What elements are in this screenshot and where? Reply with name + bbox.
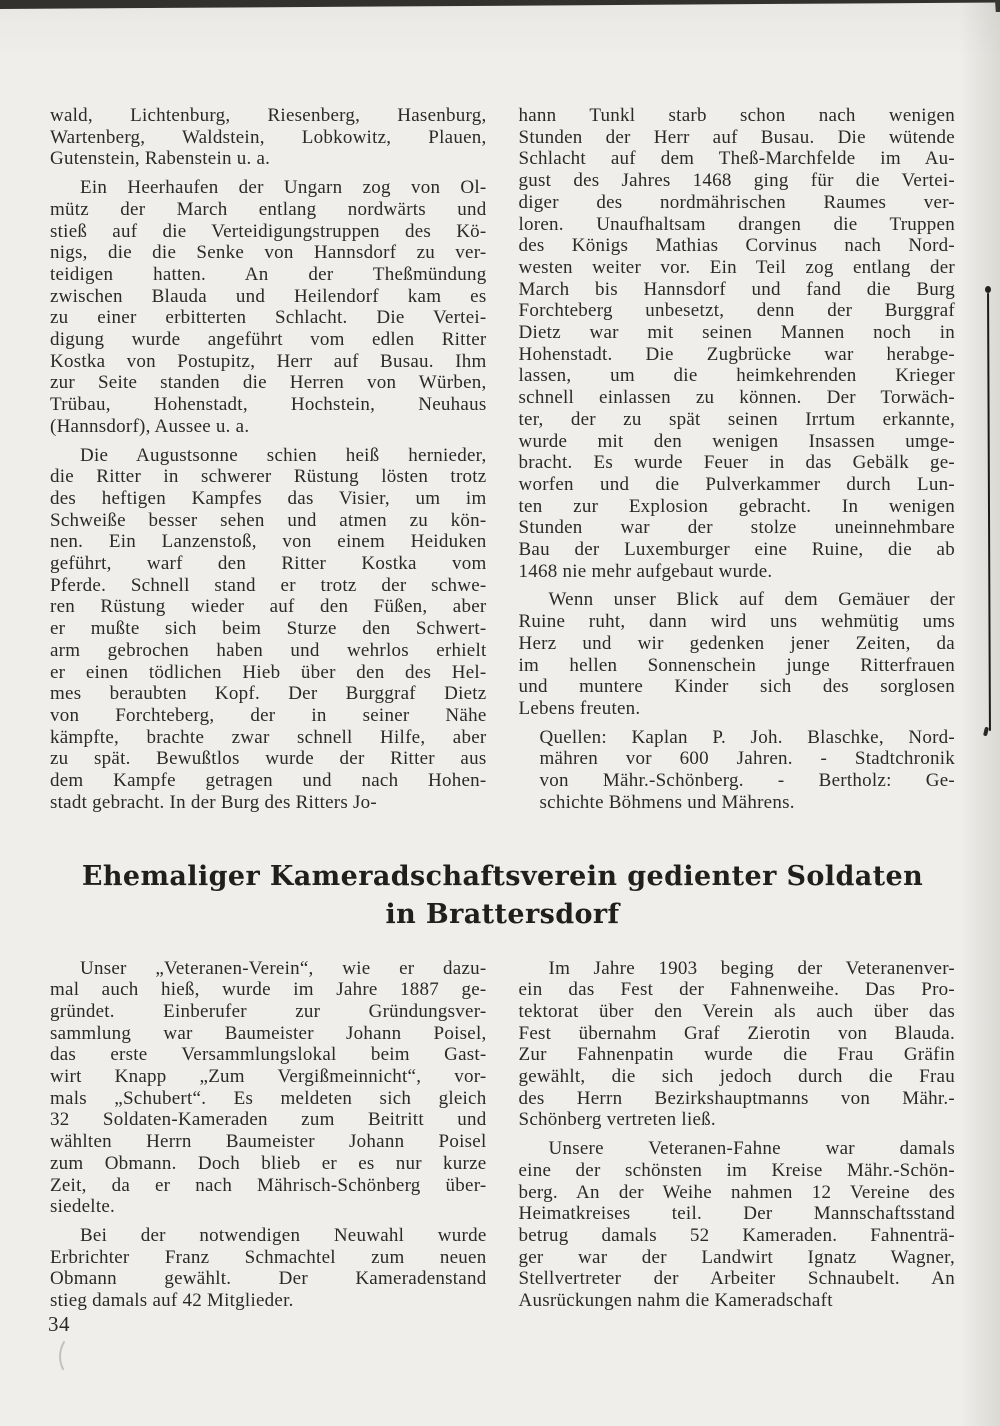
text-line: ren Rüstung wieder auf den Füßen, aber	[50, 596, 487, 618]
text-line: stieß auf die Verteidigungstruppen des Kö-	[50, 220, 487, 242]
text-line: Ausrückungen nahm die Kameradschaft	[518, 1290, 833, 1312]
article-title-line1: Ehemaliger Kameradschaftsverein gedienter Soldaten	[81, 860, 924, 892]
text-line: teidigen hatten. An der Theßmündung	[50, 263, 487, 285]
text-line: stieg damals auf 42 Mitglieder.	[50, 1290, 294, 1312]
text-line: zur Seite standen die Herren von Würben,	[50, 372, 487, 394]
text-line: Stunden der Herr auf Busau. Die wütende	[518, 126, 955, 148]
text-line: ter, der zu spät seinen Irrtum erkannte,	[518, 408, 955, 430]
paragraph	[519, 1138, 956, 1312]
text-line: zu spät. Bewußtlos wurde der Ritter aus	[50, 748, 487, 770]
text-line: worfen und die Pulverkammer durch Lun-	[518, 473, 955, 495]
text-line: berg. An der Weihe nahmen 12 Vereine des	[518, 1181, 955, 1203]
pencil-squiggle-mark	[55, 1340, 71, 1372]
text-line: ten zur Explosion gebracht. In wenigen	[518, 495, 955, 517]
text-line: ger war der Landwirt Ignatz Wagner,	[518, 1246, 955, 1268]
text-line: kämpfte, brachte zwar schnell Hilfe, aber	[50, 726, 487, 748]
paragraph	[50, 1225, 487, 1312]
left-column-bottom	[50, 958, 487, 1312]
text-line: ein das Fest der Fahnenweihe. Das Pro-	[518, 979, 955, 1001]
text-line: betrug damals 52 Kameraden. Fahnenträ-	[518, 1224, 955, 1246]
paragraph	[50, 958, 487, 1218]
paragraph	[540, 727, 956, 814]
text-line: Forchteberg unbesetzt, denn der Burggraf	[518, 300, 955, 322]
text-line: Stellvertreter der Arbeiter Schnaubelt. An	[518, 1268, 955, 1290]
text-line: nigs, die die Senke von Hannsdorf zu ver-	[50, 242, 487, 264]
paragraph	[50, 445, 487, 814]
text-line: wurde mit den wenigen Insassen umge-	[518, 430, 955, 452]
text-line: Schlacht auf dem Theß-Marchfelde im Au-	[518, 148, 955, 170]
text-line: Dietz war mit seinen Mannen noch in	[518, 322, 955, 344]
text-line: tektorat über den Verein als auch über das	[518, 1000, 955, 1022]
article-title-line2: in Brattersdorf	[385, 898, 620, 930]
text-line: Wenn unser Blick auf dem Gemäuer der	[548, 589, 955, 611]
text-line: siedelte.	[50, 1196, 116, 1218]
paragraph	[519, 105, 956, 582]
paragraph	[50, 105, 487, 170]
text-line: bracht. Es wurde Feuer in das Gebälk ge-	[518, 452, 955, 474]
text-line: wählten Herrn Baumeister Johann Poisel	[50, 1131, 487, 1153]
text-line: mals „Schubert“. Es meldeten sich gleich	[50, 1087, 487, 1109]
text-line: mal auch hieß, wurde im Jahre 1887 ge-	[50, 979, 487, 1001]
text-line: loren. Unaufhaltsam drangen die Truppen	[518, 213, 955, 235]
text-line: Stunden war der stolze uneinnehmbare	[518, 517, 955, 539]
text-line: des heftigen Kampfes das Visier, um im	[50, 487, 487, 509]
article-continuation-section	[50, 105, 955, 814]
text-line: gust des Jahres 1468 ging für die Vertei-	[518, 170, 955, 192]
text-line: sammlung war Baumeister Johann Poisel,	[50, 1022, 487, 1044]
text-line: stadt gebracht. In der Burg des Ritters Jo-	[50, 791, 377, 813]
text-line: im hellen Sonnenschein junge Ritterfrauen	[518, 654, 955, 676]
paragraph	[50, 177, 487, 437]
text-line: Bau der Luxemburger eine Ruine, die ab	[518, 539, 955, 561]
text-line: wirt Knapp „Zum Vergißmeinnicht“, vor-	[50, 1066, 487, 1088]
text-line: schichte Böhmens und Mährens.	[539, 791, 795, 813]
text-line: von Mähr.-Schönberg. - Bertholz: Ge-	[539, 770, 955, 792]
text-line: Zeit, da er nach Mährisch-Schönberg über-	[50, 1174, 487, 1196]
text-line: gewählt, die sich jedoch durch die Frau	[518, 1066, 955, 1088]
text-line: des Königs Mathias Corvinus nach Nord-	[518, 235, 955, 257]
text-line: dem Kampfe getragen und nach Hohen-	[50, 770, 487, 792]
text-line: geführt, warf den Ritter Kostka vom	[50, 553, 487, 575]
text-line: des Herrn Bezirkshauptmanns von Mähr.-	[518, 1087, 955, 1109]
text-line: Hohenstadt. Die Zugbrücke war herabge-	[518, 343, 955, 365]
text-line: Ein Heerhaufen der Ungarn zog von Ol-	[80, 177, 487, 199]
text-line: und muntere Kinder sich des sorglosen	[518, 676, 955, 698]
text-line: mütz der March entlang nordwärts und	[50, 198, 487, 220]
text-line: Herz und wir gedenken jener Zeiten, da	[518, 632, 955, 654]
text-line: Schweiße besser sehen und atmen zu kön-	[50, 509, 487, 531]
paragraph	[519, 958, 956, 1132]
text-line: Ruine ruht, dann wird uns wehmütig ums	[518, 611, 955, 633]
text-line: 1468 nie mehr aufgebaut wurde.	[518, 560, 773, 582]
text-line: Unser „Veteranen-Verein“, wie er dazu-	[80, 957, 487, 979]
text-line: zum Obmann. Doch blieb er es nur kurze	[50, 1152, 487, 1174]
text-line: Quellen: Kaplan P. Joh. Blaschke, Nord-	[539, 726, 955, 748]
text-line: Wartenberg, Waldstein, Lobkowitz, Plauen,	[50, 126, 487, 148]
text-line: mes beraubten Kopf. Der Burggraf Dietz	[50, 683, 487, 705]
text-line: Bei der notwendigen Neuwahl wurde	[80, 1224, 487, 1246]
text-line: digung wurde angeführt vom edlen Ritter	[50, 329, 487, 351]
text-line: arm gebrochen haben und wehrlos erhielt	[50, 639, 487, 661]
text-line: westen weiter vor. Ein Teil zog entlang der	[518, 256, 955, 278]
text-line: Zur Fahnenpatin wurde die Frau Gräfin	[518, 1044, 955, 1066]
text-line: er einen tödlichen Hieb über den des Hel-	[50, 661, 487, 683]
text-line: Kostka von Postupitz, Herr auf Busau. Ihm	[50, 350, 487, 372]
text-line: er mußte sich beim Sturze den Schwert-	[50, 618, 487, 640]
page-number: 34	[48, 1312, 70, 1336]
text-line: nen. Ein Lanzenstoß, von einem Heiduken	[50, 531, 487, 553]
text-line: die Ritter in schwerer Rüstung lösten trotz	[50, 466, 487, 488]
text-line: zu einer erbitterten Schlacht. Die Vertei-	[50, 307, 487, 329]
text-line: gründet. Einberufer zur Gründungsver-	[50, 1000, 487, 1022]
text-line: wald, Lichtenburg, Riesenberg, Hasenburg,	[50, 105, 487, 126]
text-line: 32 Soldaten-Kameraden zum Beitritt und	[50, 1109, 487, 1131]
text-line: zwischen Blauda und Heilendorf kam es	[50, 285, 487, 307]
text-line: Trübau, Hohenstadt, Hochstein, Neuhaus	[50, 394, 487, 416]
text-line: March bis Hannsdorf und fand die Burg	[518, 278, 955, 300]
article-body-section	[50, 958, 955, 1312]
text-line: eine der schönsten im Kreise Mähr.-Schön-	[518, 1159, 955, 1181]
left-column-top	[50, 105, 487, 814]
text-line: Erbrichter Franz Schmachtel zum neuen	[50, 1246, 487, 1268]
text-line: Obmann gewählt. Der Kameradenstand	[50, 1268, 487, 1290]
scan-artifact-top-edge	[0, 0, 1000, 12]
text-line: Schönberg vertreten ließ.	[518, 1109, 716, 1131]
text-line: Heimatkreises teil. Der Mannschaftsstand	[518, 1203, 955, 1225]
text-line: Fest übernahm Graf Zierotin von Blauda.	[518, 1022, 955, 1044]
right-column-top	[519, 105, 956, 814]
text-line: lassen, um die heimkehrenden Krieger	[518, 365, 955, 387]
text-line: schnell einlassen zu können. Der Torwäch-	[518, 387, 955, 409]
right-column-bottom	[519, 958, 956, 1312]
paragraph	[519, 589, 956, 719]
text-line: mähren vor 600 Jahren. - Stadtchronik	[539, 748, 955, 770]
text-line: hann Tunkl starb schon nach wenigen	[518, 105, 955, 126]
scan-artifact-dot	[985, 286, 991, 293]
article-title	[50, 858, 955, 934]
text-line: das erste Versammlungslokal beim Gast-	[50, 1044, 487, 1066]
text-line: diger des nordmährischen Raumes ver-	[518, 191, 955, 213]
text-line: Im Jahre 1903 beging der Veteranenver-	[548, 957, 955, 979]
text-line: Pferde. Schnell stand er trotz der schwe-	[50, 574, 487, 596]
text-line: Lebens freuten.	[518, 697, 641, 719]
text-line: von Forchteberg, der in seiner Nähe	[50, 704, 487, 726]
text-line: Die Augustsonne schien heiß hernieder,	[80, 444, 487, 466]
text-line: Gutenstein, Rabenstein u. a.	[50, 148, 271, 170]
text-line: (Hannsdorf), Aussee u. a.	[50, 415, 250, 437]
text-line: Unsere Veteranen-Fahne war damals	[548, 1138, 955, 1160]
